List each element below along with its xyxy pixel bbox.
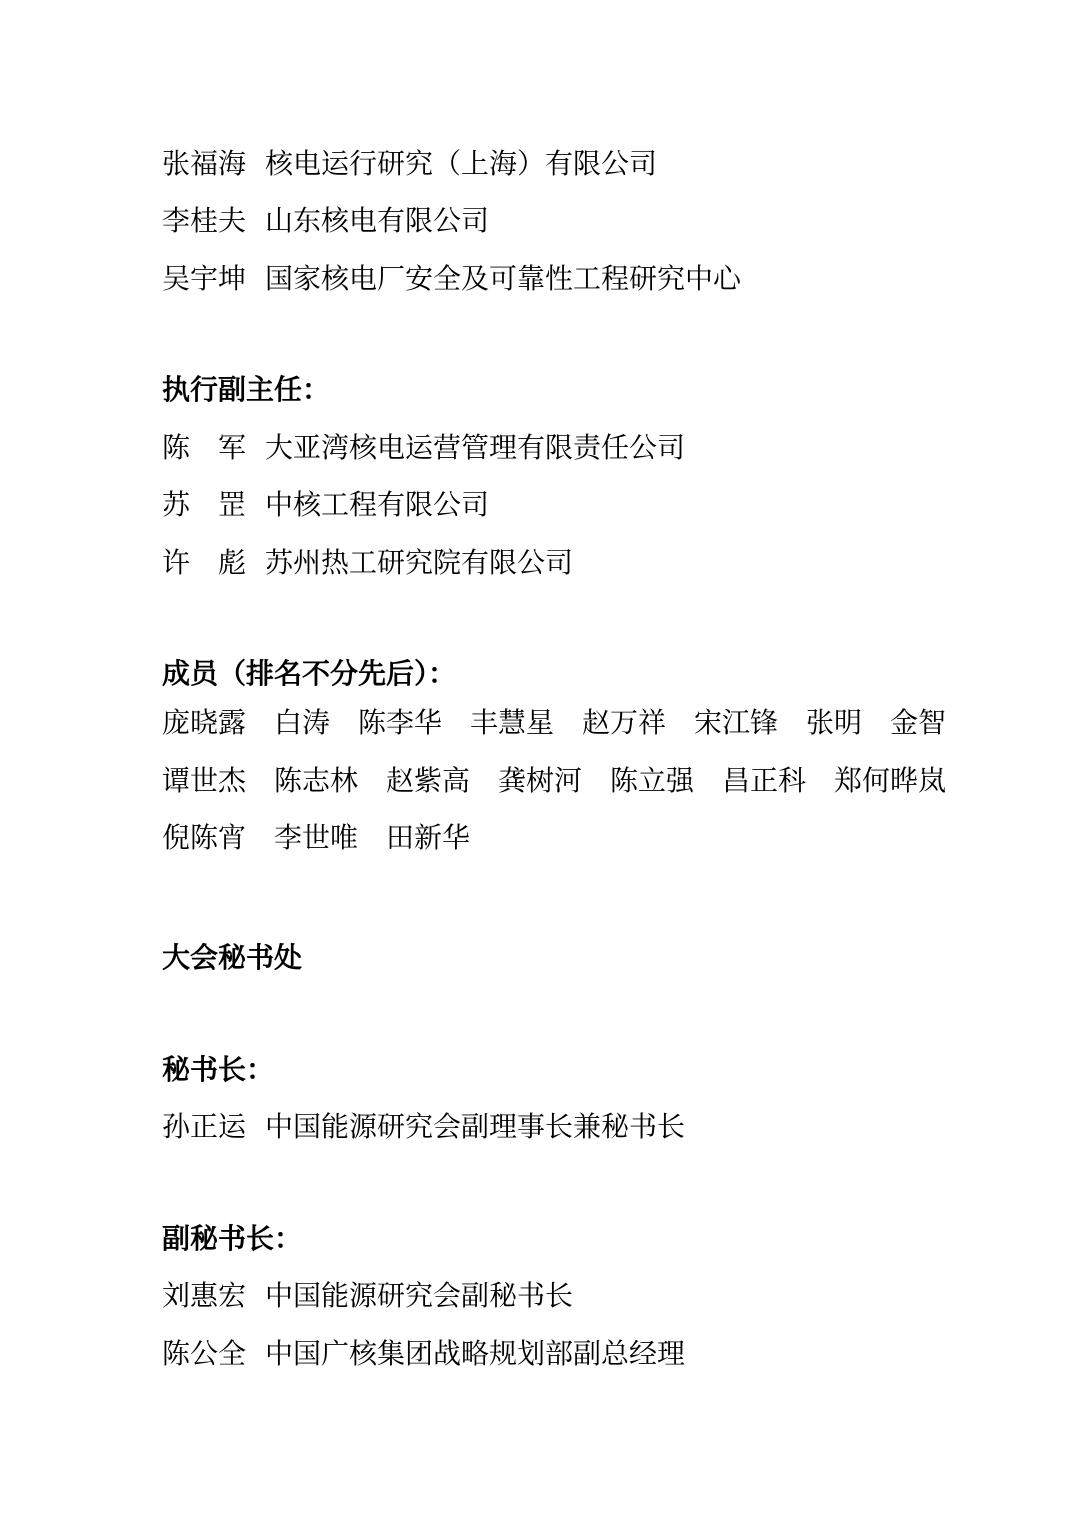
person-organization: 中核工程有限公司 bbox=[265, 490, 490, 522]
person-name: 苏 罡 bbox=[162, 490, 247, 522]
person-organization: 国家核电厂安全及可靠性工程研究中心 bbox=[265, 263, 742, 295]
person-name: 吴宇坤 bbox=[162, 263, 247, 295]
executive-deputy-director-row bbox=[162, 475, 1040, 533]
person-name: 陈公全 bbox=[162, 1338, 247, 1370]
person-organization: 核电运行研究（上海）有限公司 bbox=[265, 148, 658, 180]
person-organization: 中国能源研究会副理事长兼秘书长 bbox=[265, 1112, 686, 1144]
person-name: 许 彪 bbox=[162, 547, 247, 579]
section-members bbox=[162, 644, 1040, 874]
person-organization: 苏州热工研究院有限公司 bbox=[265, 547, 574, 579]
section-deputy-secretary-general bbox=[162, 1208, 1040, 1381]
executive-deputy-director-row bbox=[162, 417, 1040, 475]
committee-entry-row bbox=[162, 248, 1040, 306]
deputy-secretary-general-row bbox=[162, 1266, 1040, 1324]
person-organization: 大亚湾核电运营管理有限责任公司 bbox=[265, 432, 686, 464]
person-name: 刘惠宏 bbox=[162, 1281, 247, 1313]
person-name: 李桂夫 bbox=[162, 206, 247, 238]
secretariat-heading: 大会秘书处 bbox=[162, 943, 303, 975]
person-organization: 山东核电有限公司 bbox=[265, 206, 490, 238]
secretary-general-row bbox=[162, 1097, 1040, 1155]
person-name: 张福海 bbox=[162, 148, 247, 180]
section-secretariat-title bbox=[162, 928, 1040, 986]
section-executive-deputy-directors bbox=[162, 360, 1040, 590]
members-name-row: 倪陈宵 李世唯 田新华 bbox=[162, 823, 471, 854]
committee-entry-row bbox=[162, 133, 1040, 191]
person-name: 孙正运 bbox=[162, 1112, 247, 1144]
members-name-row: 谭世杰 陈志林 赵紫高 龚树河 陈立强 昌正科 郑何晔岚 bbox=[162, 765, 947, 797]
section-secretary-general bbox=[162, 1039, 1040, 1154]
person-organization: 中国能源研究会副秘书长 bbox=[265, 1281, 574, 1313]
person-organization: 中国广核集团战略规划部副总经理 bbox=[265, 1338, 686, 1370]
committee-entry-row bbox=[162, 191, 1040, 249]
executive-deputy-directors-heading: 执行副主任： bbox=[162, 375, 331, 407]
section-committee-continued bbox=[162, 133, 1040, 306]
members-heading: 成员（排名不分先后）： bbox=[162, 659, 457, 691]
executive-deputy-director-row bbox=[162, 532, 1040, 590]
secretary-general-heading: 秘书长： bbox=[162, 1054, 275, 1086]
deputy-secretary-general-heading: 副秘书长： bbox=[162, 1223, 303, 1255]
deputy-secretary-general-row bbox=[162, 1323, 1040, 1381]
person-name: 陈 军 bbox=[162, 432, 247, 464]
members-name-row: 庞晓露 白涛 陈李华 丰慧星 赵万祥 宋江锋 张明 金智 bbox=[162, 708, 947, 739]
